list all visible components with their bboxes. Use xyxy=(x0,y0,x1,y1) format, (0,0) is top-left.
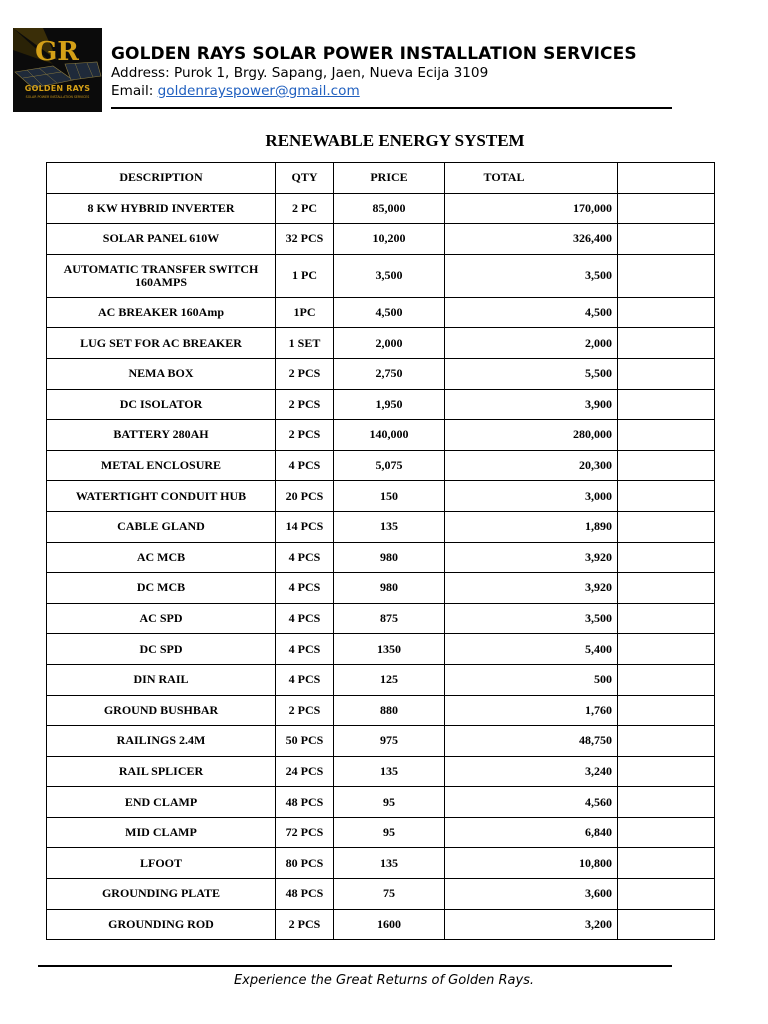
cell-qty: 2 PCS xyxy=(276,389,334,420)
company-name: GOLDEN RAYS SOLAR POWER INSTALLATION SERVICES xyxy=(111,44,637,64)
table-row xyxy=(47,756,715,787)
column-header-total: TOTAL xyxy=(445,163,618,194)
cell-price: 875 xyxy=(334,603,445,634)
cell-blank xyxy=(618,450,715,481)
cell-qty: 24 PCS xyxy=(276,756,334,787)
cell-description: MID CLAMP xyxy=(47,817,276,848)
cell-price: 75 xyxy=(334,879,445,910)
cell-description: SOLAR PANEL 610W xyxy=(47,224,276,255)
cell-qty: 48 PCS xyxy=(276,879,334,910)
cell-price: 880 xyxy=(334,695,445,726)
cell-description: AC MCB xyxy=(47,542,276,573)
cell-description: GROUNDING ROD xyxy=(47,909,276,940)
cell-description: AC BREAKER 160Amp xyxy=(47,297,276,328)
table-row xyxy=(47,542,715,573)
cell-blank xyxy=(618,193,715,224)
table-row xyxy=(47,511,715,542)
cell-qty: 2 PCS xyxy=(276,695,334,726)
cell-description: LUG SET FOR AC BREAKER xyxy=(47,328,276,359)
table-row xyxy=(47,193,715,224)
table-row xyxy=(47,224,715,255)
cell-price: 95 xyxy=(334,817,445,848)
cell-qty: 1 SET xyxy=(276,328,334,359)
cell-blank xyxy=(618,420,715,451)
cell-description: LFOOT xyxy=(47,848,276,879)
cell-blank xyxy=(618,726,715,757)
table-row xyxy=(47,664,715,695)
table-row xyxy=(47,879,715,910)
cell-total: 3,500 xyxy=(445,603,618,634)
table-row xyxy=(47,328,715,359)
cell-total: 3,600 xyxy=(445,879,618,910)
cell-qty: 4 PCS xyxy=(276,573,334,604)
cell-description: AC SPD xyxy=(47,603,276,634)
column-header-description: DESCRIPTION xyxy=(47,163,276,194)
table-body xyxy=(47,193,715,940)
cell-price: 135 xyxy=(334,511,445,542)
cell-qty: 4 PCS xyxy=(276,450,334,481)
footer-divider xyxy=(38,965,672,967)
company-logo xyxy=(13,28,102,112)
cell-blank xyxy=(618,787,715,818)
table-row xyxy=(47,817,715,848)
cell-qty: 32 PCS xyxy=(276,224,334,255)
cell-total: 6,840 xyxy=(445,817,618,848)
cell-qty: 50 PCS xyxy=(276,726,334,757)
cell-price: 1,950 xyxy=(334,389,445,420)
cell-description: GROUND BUSHBAR xyxy=(47,695,276,726)
cell-total: 1,890 xyxy=(445,511,618,542)
header-divider xyxy=(111,107,672,109)
cell-qty: 2 PCS xyxy=(276,358,334,389)
cell-price: 1600 xyxy=(334,909,445,940)
cell-price: 10,200 xyxy=(334,224,445,255)
table-row xyxy=(47,603,715,634)
cell-blank xyxy=(618,511,715,542)
table-row xyxy=(47,420,715,451)
cell-qty: 4 PCS xyxy=(276,542,334,573)
cell-total: 3,900 xyxy=(445,389,618,420)
cell-blank xyxy=(618,573,715,604)
cell-total: 3,000 xyxy=(445,481,618,512)
items-table xyxy=(46,162,715,940)
cell-description: BATTERY 280AH xyxy=(47,420,276,451)
cell-qty: 1PC xyxy=(276,297,334,328)
cell-total: 500 xyxy=(445,664,618,695)
table-row xyxy=(47,358,715,389)
cell-description: RAIL SPLICER xyxy=(47,756,276,787)
cell-price: 980 xyxy=(334,573,445,604)
table-row xyxy=(47,481,715,512)
table-header-row xyxy=(47,163,715,194)
company-email-line xyxy=(111,83,360,99)
cell-total: 10,800 xyxy=(445,848,618,879)
cell-price: 1350 xyxy=(334,634,445,665)
cell-description: END CLAMP xyxy=(47,787,276,818)
sun-rays-icon xyxy=(13,28,102,112)
monogram: GR xyxy=(35,37,79,67)
cell-total: 4,560 xyxy=(445,787,618,818)
cell-blank xyxy=(618,297,715,328)
cell-total: 48,750 xyxy=(445,726,618,757)
cell-blank xyxy=(618,603,715,634)
cell-qty: 2 PC xyxy=(276,193,334,224)
cell-price: 135 xyxy=(334,848,445,879)
cell-blank xyxy=(618,879,715,910)
table-row xyxy=(47,573,715,604)
column-header-price: PRICE xyxy=(334,163,445,194)
cell-qty: 4 PCS xyxy=(276,634,334,665)
cell-qty: 20 PCS xyxy=(276,481,334,512)
cell-total: 1,760 xyxy=(445,695,618,726)
cell-blank xyxy=(618,817,715,848)
cell-total: 170,000 xyxy=(445,193,618,224)
cell-blank xyxy=(618,224,715,255)
table-row xyxy=(47,695,715,726)
cell-description: DC SPD xyxy=(47,634,276,665)
cell-price: 2,000 xyxy=(334,328,445,359)
cell-blank xyxy=(618,909,715,940)
cell-price: 980 xyxy=(334,542,445,573)
cell-price: 3,500 xyxy=(334,254,445,297)
cell-price: 135 xyxy=(334,756,445,787)
cell-description: METAL ENCLOSURE xyxy=(47,450,276,481)
cell-blank xyxy=(618,695,715,726)
cell-qty: 1 PC xyxy=(276,254,334,297)
logo-name: GOLDEN RAYS xyxy=(24,84,91,93)
cell-price: 85,000 xyxy=(334,193,445,224)
cell-total: 3,920 xyxy=(445,542,618,573)
cell-price: 2,750 xyxy=(334,358,445,389)
cell-blank xyxy=(618,328,715,359)
cell-total: 280,000 xyxy=(445,420,618,451)
company-address: Address: Purok 1, Brgy. Sapang, Jaen, Nueva Ecija 3109 xyxy=(111,65,489,81)
column-header-blank xyxy=(618,163,715,194)
document-title: RENEWABLE ENERGY SYSTEM xyxy=(265,131,525,150)
cell-price: 95 xyxy=(334,787,445,818)
cell-description: GROUNDING PLATE xyxy=(47,879,276,910)
cell-description: DC MCB xyxy=(47,573,276,604)
cell-qty: 2 PCS xyxy=(276,909,334,940)
cell-price: 150 xyxy=(334,481,445,512)
cell-description: RAILINGS 2.4M xyxy=(47,726,276,757)
cell-total: 3,200 xyxy=(445,909,618,940)
cell-total: 326,400 xyxy=(445,224,618,255)
cell-total: 3,920 xyxy=(445,573,618,604)
cell-total: 3,500 xyxy=(445,254,618,297)
table-row xyxy=(47,254,715,297)
cell-description: 8 KW HYBRID INVERTER xyxy=(47,193,276,224)
cell-blank xyxy=(618,848,715,879)
cell-description: AUTOMATIC TRANSFER SWITCH 160AMPS xyxy=(47,254,276,297)
table-row xyxy=(47,389,715,420)
cell-description: CABLE GLAND xyxy=(47,511,276,542)
cell-price: 5,075 xyxy=(334,450,445,481)
cell-qty: 48 PCS xyxy=(276,787,334,818)
cell-qty: 80 PCS xyxy=(276,848,334,879)
email-label: Email: xyxy=(111,83,158,99)
table-row xyxy=(47,848,715,879)
table-row xyxy=(47,634,715,665)
cell-description: DIN RAIL xyxy=(47,664,276,695)
cell-blank xyxy=(618,756,715,787)
cell-blank xyxy=(618,358,715,389)
cell-price: 140,000 xyxy=(334,420,445,451)
cell-total: 20,300 xyxy=(445,450,618,481)
cell-price: 975 xyxy=(334,726,445,757)
cell-price: 125 xyxy=(334,664,445,695)
cell-blank xyxy=(618,664,715,695)
cell-qty: 14 PCS xyxy=(276,511,334,542)
table-row xyxy=(47,909,715,940)
cell-blank xyxy=(618,634,715,665)
table-row xyxy=(47,787,715,818)
cell-qty: 72 PCS xyxy=(276,817,334,848)
table-row xyxy=(47,450,715,481)
cell-total: 2,000 xyxy=(445,328,618,359)
cell-blank xyxy=(618,389,715,420)
cell-total: 5,400 xyxy=(445,634,618,665)
table-row xyxy=(47,297,715,328)
table-row xyxy=(47,726,715,757)
cell-description: WATERTIGHT CONDUIT HUB xyxy=(47,481,276,512)
cell-qty: 4 PCS xyxy=(276,603,334,634)
cell-total: 3,240 xyxy=(445,756,618,787)
footer-slogan: Experience the Great Returns of Golden Rays. xyxy=(233,973,535,988)
cell-qty: 4 PCS xyxy=(276,664,334,695)
logo-tagline: SOLAR POWER INSTALLATION SERVICES xyxy=(25,95,90,99)
cell-price: 4,500 xyxy=(334,297,445,328)
cell-description: DC ISOLATOR xyxy=(47,389,276,420)
cell-total: 5,500 xyxy=(445,358,618,389)
cell-blank xyxy=(618,481,715,512)
email-link[interactable]: goldenrayspower@gmail.com xyxy=(157,83,360,99)
cell-qty: 2 PCS xyxy=(276,420,334,451)
cell-description: NEMA BOX xyxy=(47,358,276,389)
cell-total: 4,500 xyxy=(445,297,618,328)
column-header-qty: QTY xyxy=(276,163,334,194)
cell-blank xyxy=(618,254,715,297)
cell-blank xyxy=(618,542,715,573)
